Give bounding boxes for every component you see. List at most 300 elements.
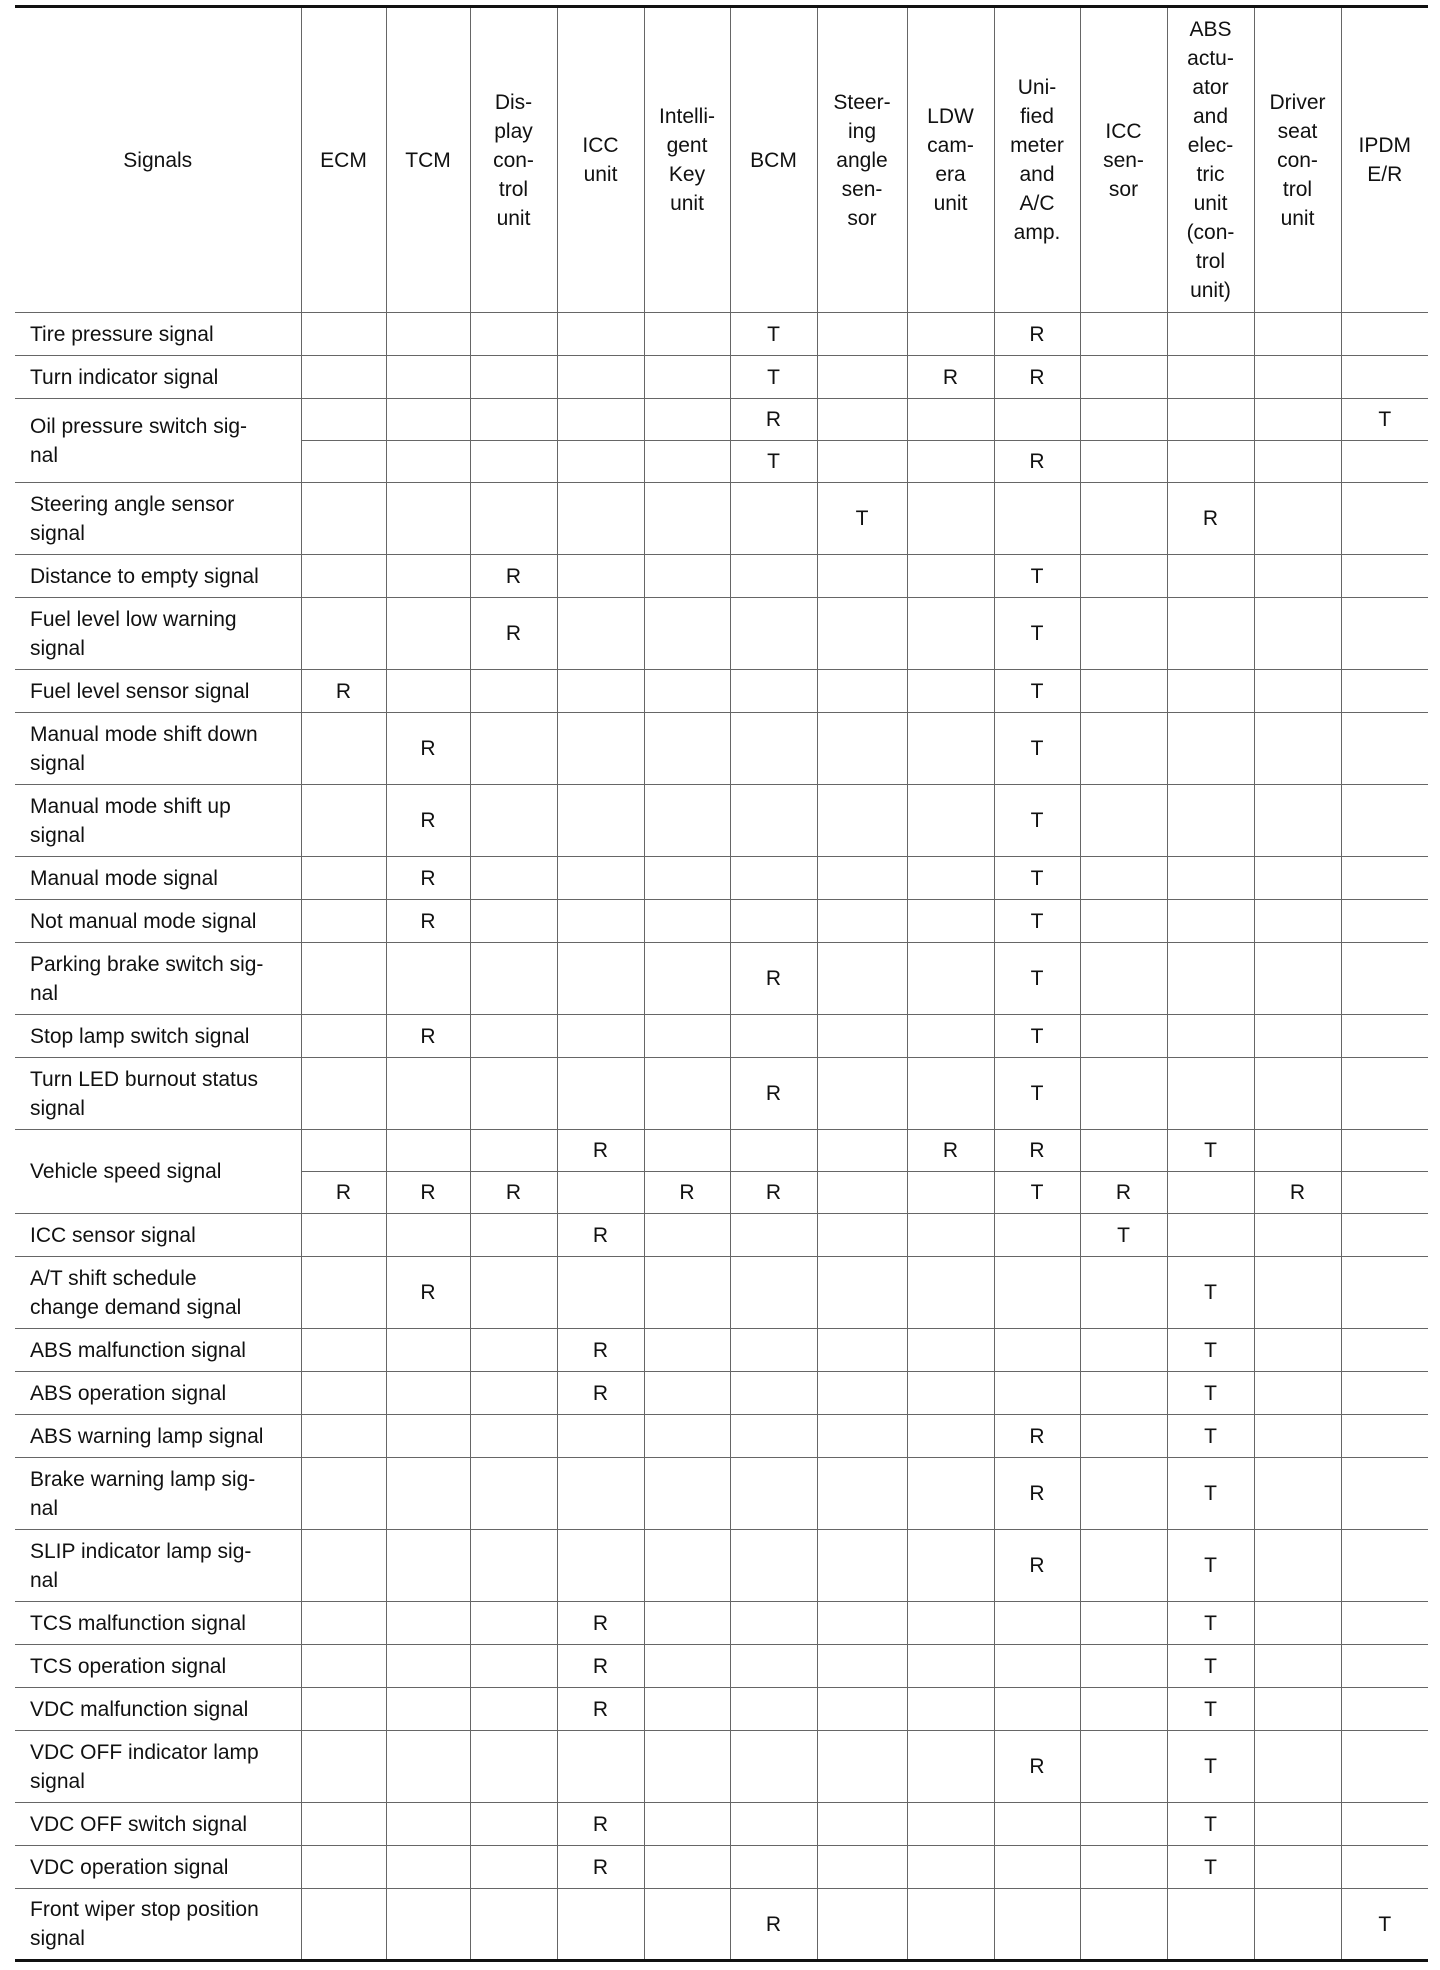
signal-name-cell [15, 1372, 301, 1415]
cell-seat [1254, 1530, 1341, 1602]
signal-name-cell [15, 1645, 301, 1688]
cell-icc-sensor [1080, 1846, 1167, 1889]
cell-abs: T [1167, 1731, 1254, 1803]
cell-steer [817, 356, 907, 399]
cell-ipdm [1341, 785, 1428, 857]
cell-icc-unit [557, 1015, 644, 1058]
cell-seat [1254, 1645, 1341, 1688]
cell-display [470, 785, 557, 857]
cell-display [470, 1415, 557, 1458]
cell-ipdm: T [1341, 1889, 1428, 1961]
cell-meter [994, 1214, 1080, 1257]
cell-ldw [907, 943, 994, 1015]
cell-abs [1167, 399, 1254, 441]
cell-icc-sensor [1080, 441, 1167, 483]
cell-ldw [907, 1058, 994, 1130]
cell-icc-sensor: T [1080, 1214, 1167, 1257]
cell-seat [1254, 441, 1341, 483]
cell-abs [1167, 857, 1254, 900]
cell-bcm [730, 1846, 817, 1889]
cell-tcm [386, 555, 470, 598]
cell-tcm [386, 670, 470, 713]
cell-display [470, 1803, 557, 1846]
signal-name: A/T shift schedule change demand signal [30, 1266, 242, 1319]
table-row [15, 943, 1428, 1015]
column-header-label: ICC sen- sor [1103, 119, 1144, 201]
cell-abs [1167, 785, 1254, 857]
cell-icc-unit [557, 555, 644, 598]
cell-ipdm [1341, 1015, 1428, 1058]
cell-ecm [301, 1372, 386, 1415]
cell-steer [817, 670, 907, 713]
cell-ipdm [1341, 1645, 1428, 1688]
cell-steer [817, 1803, 907, 1846]
cell-abs [1167, 900, 1254, 943]
cell-ikey [644, 1415, 730, 1458]
cell-ecm [301, 1257, 386, 1329]
cell-steer: T [817, 483, 907, 555]
cell-ipdm [1341, 1329, 1428, 1372]
cell-ikey [644, 1731, 730, 1803]
cell-icc-unit: R [557, 1803, 644, 1846]
cell-icc-unit [557, 441, 644, 483]
cell-steer [817, 1372, 907, 1415]
cell-abs: T [1167, 1415, 1254, 1458]
cell-ipdm [1341, 483, 1428, 555]
table-row [15, 555, 1428, 598]
cell-display: R [470, 598, 557, 670]
table-row [15, 356, 1428, 399]
cell-ldw [907, 1172, 994, 1214]
cell-ecm [301, 1602, 386, 1645]
cell-ipdm [1341, 1688, 1428, 1731]
signal-name: Turn indicator signal [30, 365, 219, 389]
cell-seat [1254, 1015, 1341, 1058]
cell-ipdm [1341, 943, 1428, 1015]
table-row [15, 785, 1428, 857]
cell-abs: T [1167, 1530, 1254, 1602]
cell-display [470, 943, 557, 1015]
table-row [15, 1731, 1428, 1803]
cell-ipdm [1341, 1130, 1428, 1172]
column-header-tcm [386, 7, 470, 313]
cell-ldw [907, 1372, 994, 1415]
cell-bcm [730, 713, 817, 785]
cell-ecm [301, 1214, 386, 1257]
cell-seat [1254, 1257, 1341, 1329]
cell-ikey [644, 399, 730, 441]
cell-tcm: R [386, 1257, 470, 1329]
cell-display [470, 483, 557, 555]
table-row [15, 1372, 1428, 1415]
cell-steer [817, 1602, 907, 1645]
cell-display [470, 1015, 557, 1058]
cell-tcm [386, 1688, 470, 1731]
cell-abs [1167, 356, 1254, 399]
cell-ldw [907, 1257, 994, 1329]
cell-abs: T [1167, 1602, 1254, 1645]
cell-ecm [301, 598, 386, 670]
cell-bcm [730, 1015, 817, 1058]
signal-name: Manual mode signal [30, 866, 218, 890]
cell-steer [817, 1329, 907, 1372]
cell-ecm [301, 555, 386, 598]
cell-icc-sensor [1080, 1602, 1167, 1645]
column-header-label: IPDM E/R [1358, 134, 1411, 186]
cell-abs [1167, 670, 1254, 713]
cell-steer [817, 399, 907, 441]
signal-name-cell [15, 785, 301, 857]
table-row [15, 1645, 1428, 1688]
cell-tcm [386, 1645, 470, 1688]
cell-seat [1254, 1803, 1341, 1846]
cell-tcm [386, 1214, 470, 1257]
cell-icc-sensor [1080, 598, 1167, 670]
signal-name: Oil pressure switch sig- nal [30, 414, 248, 467]
column-header-bcm [730, 7, 817, 313]
cell-bcm [730, 598, 817, 670]
cell-icc-unit [557, 313, 644, 356]
cell-seat [1254, 900, 1341, 943]
cell-steer [817, 1458, 907, 1530]
cell-meter: T [994, 598, 1080, 670]
cell-display [470, 313, 557, 356]
cell-display [470, 900, 557, 943]
cell-meter [994, 1688, 1080, 1731]
header-row [15, 7, 1428, 313]
cell-ecm [301, 441, 386, 483]
cell-meter [994, 1372, 1080, 1415]
cell-seat [1254, 1458, 1341, 1530]
signal-name-cell [15, 483, 301, 555]
cell-abs [1167, 441, 1254, 483]
signal-name: Turn LED burnout status signal [30, 1067, 259, 1120]
signal-name: ABS warning lamp signal [30, 1424, 264, 1448]
cell-meter [994, 1889, 1080, 1961]
cell-display [470, 1257, 557, 1329]
cell-seat [1254, 857, 1341, 900]
cell-steer [817, 1889, 907, 1961]
cell-tcm: R [386, 713, 470, 785]
cell-steer [817, 1214, 907, 1257]
cell-meter: T [994, 785, 1080, 857]
cell-ecm [301, 313, 386, 356]
signal-name-cell [15, 1257, 301, 1329]
signal-name: VDC operation signal [30, 1855, 229, 1879]
table-body [15, 313, 1428, 1961]
cell-tcm [386, 1058, 470, 1130]
cell-ipdm [1341, 441, 1428, 483]
cell-ecm [301, 1415, 386, 1458]
cell-abs: T [1167, 1329, 1254, 1372]
cell-icc-sensor [1080, 900, 1167, 943]
cell-ipdm [1341, 313, 1428, 356]
cell-bcm [730, 1372, 817, 1415]
cell-meter: R [994, 356, 1080, 399]
cell-ecm [301, 713, 386, 785]
cell-seat [1254, 1372, 1341, 1415]
cell-ipdm [1341, 857, 1428, 900]
cell-ikey [644, 1329, 730, 1372]
cell-seat [1254, 1130, 1341, 1172]
signal-name-cell [15, 1329, 301, 1372]
signal-name-cell [15, 1688, 301, 1731]
cell-tcm: R [386, 785, 470, 857]
cell-abs [1167, 1058, 1254, 1130]
cell-icc-sensor [1080, 1889, 1167, 1961]
cell-ikey [644, 670, 730, 713]
cell-meter: R [994, 1731, 1080, 1803]
signal-name: Vehicle speed signal [30, 1160, 222, 1183]
signal-name: Not manual mode signal [30, 909, 257, 933]
cell-abs: T [1167, 1458, 1254, 1530]
cell-icc-sensor [1080, 313, 1167, 356]
cell-ikey [644, 1015, 730, 1058]
column-header-ecm [301, 7, 386, 313]
signal-name-cell [15, 1530, 301, 1602]
table-row [15, 598, 1428, 670]
column-header-label: Intelli- gent Key unit [658, 105, 716, 215]
cell-bcm [730, 900, 817, 943]
column-header-label: Driver seat con- trol unit [1269, 90, 1326, 230]
cell-seat [1254, 785, 1341, 857]
signal-name-cell [15, 1602, 301, 1645]
cell-icc-unit [557, 1257, 644, 1329]
cell-icc-unit: R [557, 1329, 644, 1372]
cell-tcm [386, 598, 470, 670]
signal-name-cell [15, 943, 301, 1015]
cell-icc-unit [557, 1731, 644, 1803]
signal-name-cell [15, 1015, 301, 1058]
signal-name: Stop lamp switch signal [30, 1024, 250, 1048]
cell-ecm [301, 1458, 386, 1530]
cell-meter [994, 483, 1080, 555]
cell-meter [994, 1645, 1080, 1688]
cell-seat [1254, 1688, 1341, 1731]
cell-icc-unit [557, 1458, 644, 1530]
cell-seat [1254, 313, 1341, 356]
signal-name-cell [15, 1731, 301, 1803]
cell-bcm [730, 857, 817, 900]
signal-name-cell [15, 670, 301, 713]
cell-ikey [644, 441, 730, 483]
cell-abs [1167, 1214, 1254, 1257]
cell-ldw [907, 1415, 994, 1458]
cell-abs [1167, 598, 1254, 670]
cell-ldw [907, 399, 994, 441]
column-header-label: ICC unit [582, 134, 619, 186]
table-row [15, 1889, 1428, 1961]
cell-seat [1254, 555, 1341, 598]
cell-ikey [644, 1688, 730, 1731]
signal-name: Brake warning lamp sig- nal [30, 1467, 256, 1520]
cell-icc-unit [557, 1058, 644, 1130]
cell-ikey [644, 857, 730, 900]
cell-icc-sensor [1080, 1415, 1167, 1458]
table-row [15, 1688, 1428, 1731]
cell-abs [1167, 1889, 1254, 1961]
cell-display [470, 356, 557, 399]
cell-display [470, 1058, 557, 1130]
cell-tcm [386, 1846, 470, 1889]
signal-name-cell [15, 1803, 301, 1846]
column-header-label: ECM [320, 148, 367, 172]
cell-seat [1254, 713, 1341, 785]
cell-bcm [730, 1645, 817, 1688]
cell-seat [1254, 483, 1341, 555]
cell-bcm [730, 1731, 817, 1803]
cell-meter: T [994, 1015, 1080, 1058]
cell-abs: T [1167, 1130, 1254, 1172]
cell-icc-sensor [1080, 1257, 1167, 1329]
cell-ecm [301, 1329, 386, 1372]
table-row [15, 1130, 1428, 1172]
table-row [15, 1058, 1428, 1130]
cell-icc-unit [557, 670, 644, 713]
cell-icc-unit [557, 943, 644, 1015]
cell-icc-unit [557, 713, 644, 785]
cell-steer [817, 1530, 907, 1602]
cell-bcm [730, 1257, 817, 1329]
cell-ipdm [1341, 1214, 1428, 1257]
cell-ecm [301, 785, 386, 857]
cell-bcm [730, 1803, 817, 1846]
cell-ikey [644, 1803, 730, 1846]
signal-name-cell [15, 1058, 301, 1130]
cell-ecm [301, 356, 386, 399]
cell-bcm [730, 1458, 817, 1530]
cell-abs: T [1167, 1803, 1254, 1846]
column-header-label: BCM [750, 148, 797, 172]
cell-bcm: R [730, 943, 817, 1015]
cell-ipdm [1341, 1731, 1428, 1803]
cell-ipdm [1341, 1415, 1428, 1458]
cell-ldw [907, 1889, 994, 1961]
cell-steer [817, 598, 907, 670]
cell-ldw [907, 1214, 994, 1257]
cell-ipdm [1341, 1602, 1428, 1645]
cell-abs [1167, 555, 1254, 598]
cell-ecm [301, 1889, 386, 1961]
cell-ldw [907, 1602, 994, 1645]
cell-abs [1167, 713, 1254, 785]
cell-seat [1254, 1214, 1341, 1257]
cell-ldw [907, 900, 994, 943]
cell-tcm [386, 943, 470, 1015]
table-row [15, 1602, 1428, 1645]
cell-steer [817, 1015, 907, 1058]
cell-ipdm [1341, 670, 1428, 713]
signal-name-cell [15, 313, 301, 356]
cell-ecm [301, 857, 386, 900]
cell-bcm [730, 1688, 817, 1731]
cell-display [470, 670, 557, 713]
column-header-seat [1254, 7, 1341, 313]
cell-ecm [301, 1803, 386, 1846]
cell-ldw [907, 713, 994, 785]
column-header-ldw [907, 7, 994, 313]
cell-ldw [907, 1688, 994, 1731]
cell-ecm [301, 1731, 386, 1803]
cell-ecm [301, 1530, 386, 1602]
table-row [15, 1415, 1428, 1458]
cell-ikey [644, 1645, 730, 1688]
cell-ldw [907, 785, 994, 857]
cell-icc-sensor [1080, 1130, 1167, 1172]
cell-steer [817, 1058, 907, 1130]
signal-name-cell [15, 857, 301, 900]
cell-icc-unit: R [557, 1688, 644, 1731]
cell-bcm [730, 1530, 817, 1602]
cell-display [470, 1329, 557, 1372]
cell-tcm: R [386, 1015, 470, 1058]
column-header-ikey [644, 7, 730, 313]
signal-name: Manual mode shift down signal [30, 722, 258, 775]
cell-bcm: R [730, 1058, 817, 1130]
cell-seat [1254, 1329, 1341, 1372]
cell-tcm [386, 399, 470, 441]
cell-ecm [301, 900, 386, 943]
cell-seat [1254, 1415, 1341, 1458]
cell-ecm [301, 943, 386, 1015]
cell-tcm [386, 1602, 470, 1645]
signal-name: ABS operation signal [30, 1381, 227, 1405]
signal-name: Fuel level low warning signal [30, 607, 237, 660]
signal-name: Fuel level sensor signal [30, 679, 250, 703]
cell-icc-unit [557, 483, 644, 555]
cell-ldw [907, 598, 994, 670]
table-row [15, 399, 1428, 441]
cell-ikey [644, 943, 730, 1015]
signal-name: VDC OFF switch signal [30, 1812, 248, 1836]
cell-tcm [386, 356, 470, 399]
column-header-label: Dis- play con- trol unit [493, 90, 534, 230]
cell-ikey [644, 1058, 730, 1130]
cell-ldw [907, 1803, 994, 1846]
table-row [15, 900, 1428, 943]
cell-display [470, 857, 557, 900]
cell-bcm [730, 1329, 817, 1372]
cell-bcm [730, 785, 817, 857]
cell-ldw [907, 1329, 994, 1372]
cell-bcm: T [730, 441, 817, 483]
cell-abs [1167, 313, 1254, 356]
table-row [15, 1803, 1428, 1846]
signal-name-cell [15, 1415, 301, 1458]
cell-ldw [907, 857, 994, 900]
column-header-label: Signals [123, 148, 193, 172]
cell-icc-unit [557, 1530, 644, 1602]
signal-name: TCS malfunction signal [30, 1611, 246, 1635]
cell-icc-sensor [1080, 713, 1167, 785]
cell-icc-unit: R [557, 1645, 644, 1688]
cell-meter: R [994, 1530, 1080, 1602]
cell-abs: T [1167, 1688, 1254, 1731]
cell-icc-unit: R [557, 1846, 644, 1889]
cell-bcm: T [730, 313, 817, 356]
cell-display [470, 1602, 557, 1645]
cell-seat [1254, 598, 1341, 670]
cell-tcm [386, 483, 470, 555]
table-row [15, 670, 1428, 713]
cell-ipdm [1341, 1846, 1428, 1889]
cell-icc-sensor [1080, 1645, 1167, 1688]
cell-ipdm [1341, 1257, 1428, 1329]
cell-display [470, 1372, 557, 1415]
column-header-label: ABS actu- ator and elec- tric unit (con- trol unit) [1186, 18, 1235, 302]
cell-ikey [644, 1602, 730, 1645]
cell-ikey [644, 713, 730, 785]
